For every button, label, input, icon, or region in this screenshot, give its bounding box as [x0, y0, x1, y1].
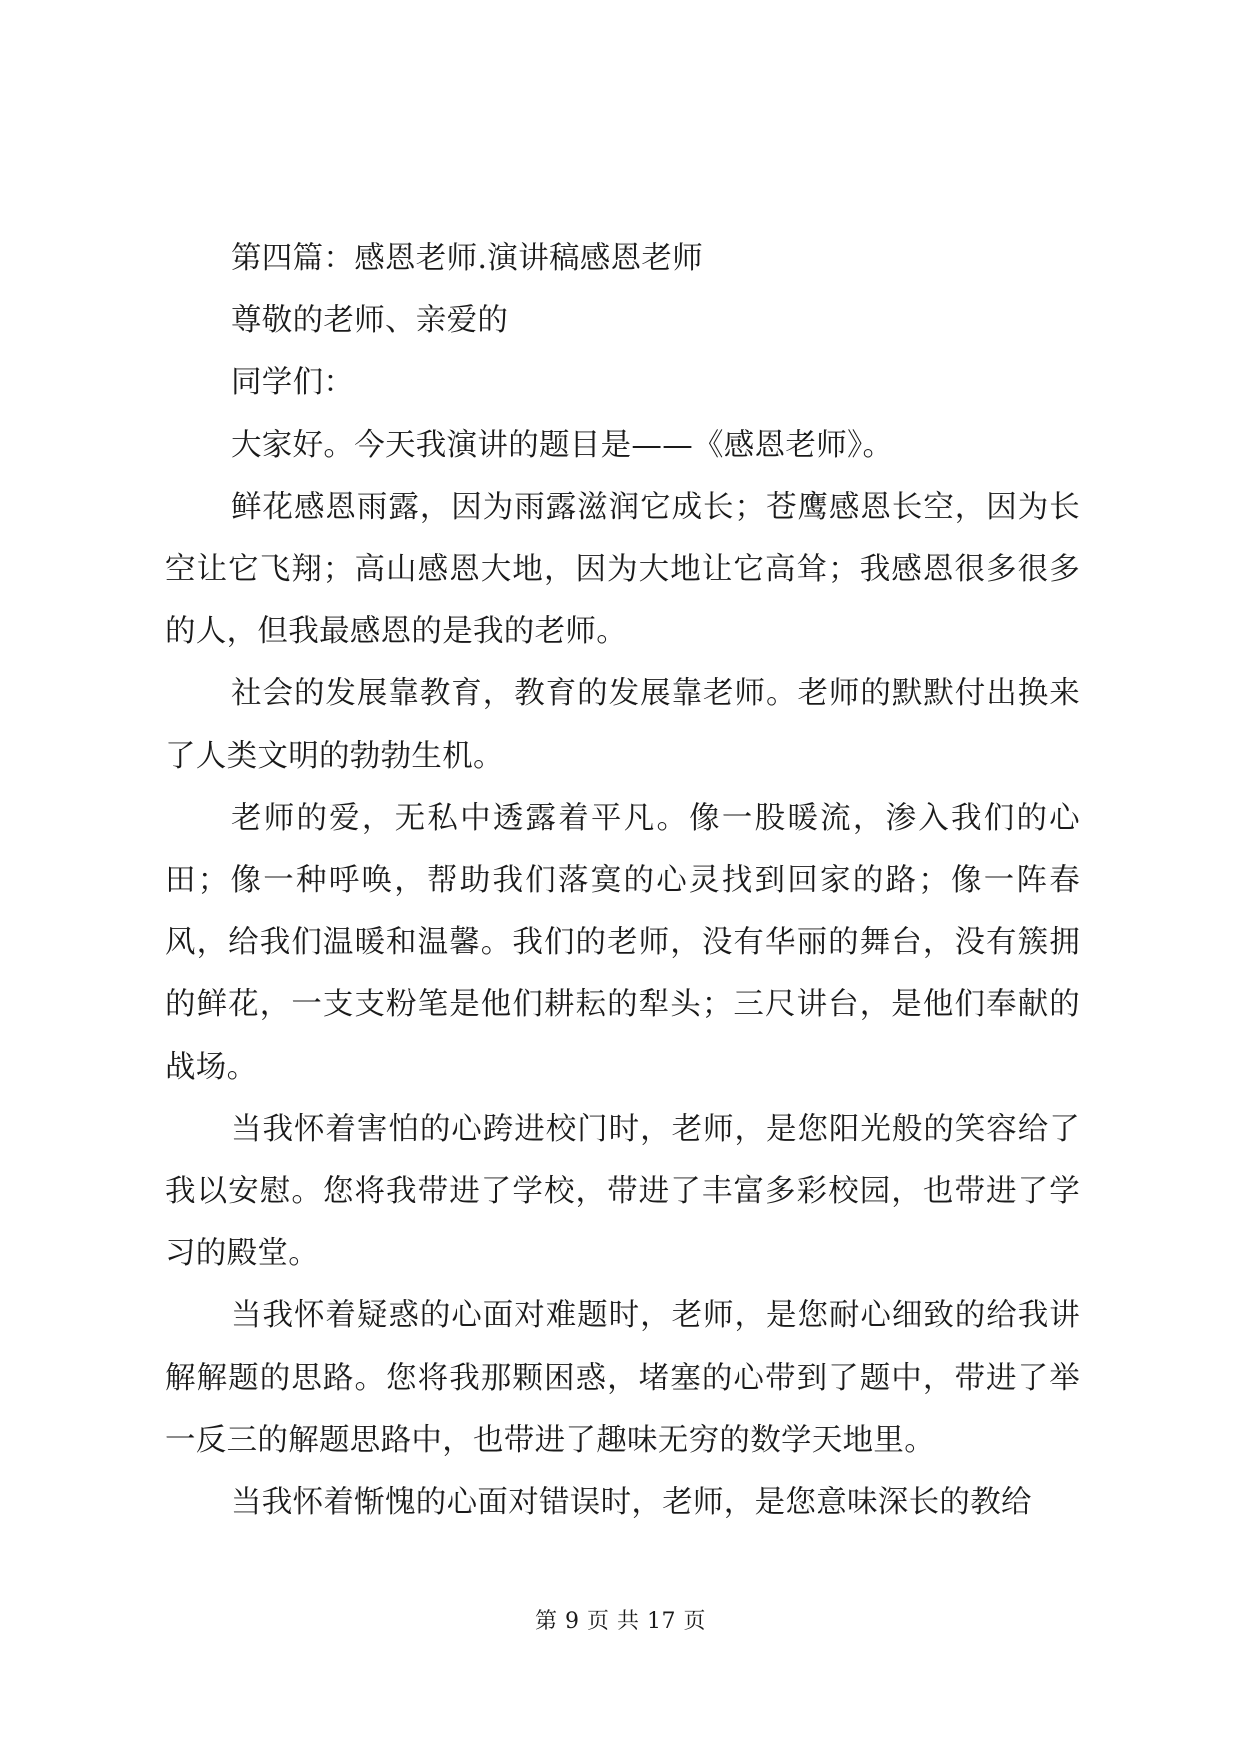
paragraph-problem-solving: 当我怀着疑惑的心面对难题时，老师，是您耐心细致的给我讲解解题的思路。您将我那颗困惑，堵塞的心带到了题中，带进了举一反三的解题思路中，也带进了趣味无穷的数学天地里。 — [165, 1298, 1080, 1458]
paragraph-mistakes: 当我怀着惭愧的心面对错误时，老师，是您意味深长的教给 — [231, 1485, 1032, 1521]
salutation-line-1: 尊敬的老师、亲爱的 — [231, 303, 509, 339]
salutation-line-2: 同学们： — [231, 365, 355, 401]
paragraph-education: 社会的发展靠教育，教育的发展靠老师。老师的默默付出换来了人类文明的勃勃生机。 — [165, 676, 1080, 774]
paragraph-school-entry: 当我怀着害怕的心跨进校门时，老师，是您阳光般的笑容给了我以安慰。您将我带进了学校，带进了丰富多彩校园，也带进了学习的殿堂。 — [165, 1111, 1080, 1272]
page-number-footer: 第 9 页 共 17 页 — [535, 1609, 706, 1634]
document-body — [165, 228, 1080, 1534]
paragraph-teacher-love: 老师的爱，无私中透露着平凡。像一股暖流，渗入我们的心田；像一种呼唤，帮助我们落寞的心灵找到回家的路；像一阵春风，给我们温暖和温馨。我们的老师，没有华丽的舞台，没有簇拥的鲜花，一支支粉笔是他们耕耘的犁头；三尺讲台，是他们奉献的战场。 — [165, 800, 1080, 1085]
paragraph-gratitude: 鲜花感恩雨露，因为雨露滋润它成长；苍鹰感恩长空，因为长空让它飞翔；高山感恩大地，因为大地让它高耸；我感恩很多很多的人，但我最感恩的是我的老师。 — [165, 489, 1080, 650]
section-heading: 第四篇：感恩老师.演讲稿感恩老师 — [231, 241, 703, 276]
paragraph-greeting: 大家好。今天我演讲的题目是——《感恩老师》。 — [231, 427, 894, 463]
